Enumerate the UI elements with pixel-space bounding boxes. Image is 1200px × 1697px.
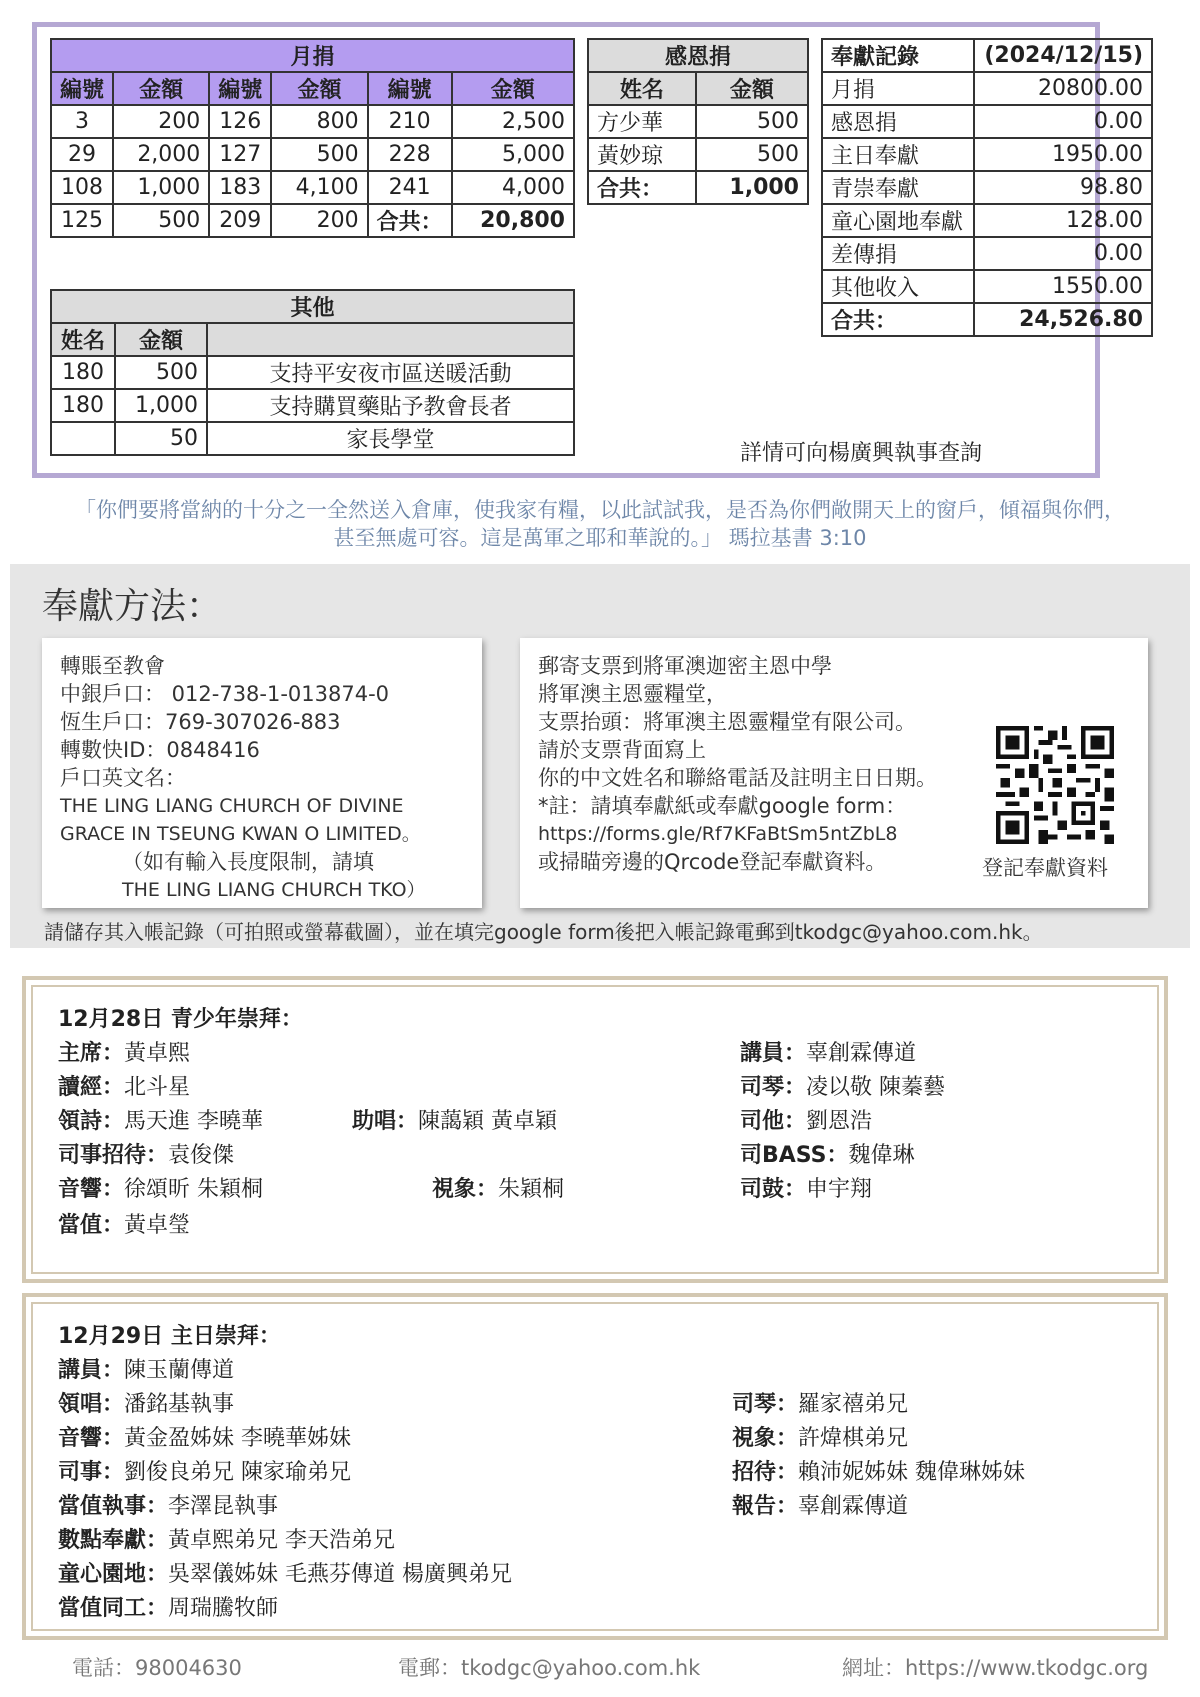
cell: 差傳捐 xyxy=(822,237,974,270)
sunday-usher: 司事：劉俊良弟兄 陳家瑜弟兄 xyxy=(58,1460,352,1485)
cell: 支持購買藥貼予教會長者 xyxy=(207,389,574,422)
cell: 500 xyxy=(271,138,367,171)
cell: 1550.00 xyxy=(974,270,1152,303)
card-line: *註：請填奉獻紙或奉獻google form： xyxy=(538,794,907,818)
table-row xyxy=(822,72,1152,105)
card-line: GRACE IN TSEUNG KWAN O LIMITED。 xyxy=(60,823,421,845)
cell: 500 xyxy=(113,204,209,237)
cell: 128.00 xyxy=(974,204,1152,237)
youth-reading: 讀經：北斗星 xyxy=(58,1075,191,1100)
table-row xyxy=(51,356,574,389)
youth-piano: 司琴：凌以敬 陳蓁藝 xyxy=(740,1075,946,1100)
cell: 0.00 xyxy=(974,105,1152,138)
youth-title: 12月28日 青少年崇拜： xyxy=(58,1007,303,1032)
card-line: （如有輸入長度限制，請填 xyxy=(122,850,374,874)
cell: 方少華 xyxy=(588,105,696,138)
cell: 0.00 xyxy=(974,237,1152,270)
footer-website[interactable]: 網址：https://www.tkodgc.org xyxy=(842,1656,1149,1680)
card-line: 中銀戶口： 012-738-1-013874-0 xyxy=(60,682,390,706)
bank-transfer-card xyxy=(42,638,482,908)
cell: 126 xyxy=(209,105,271,138)
monthly-title: 月捐 xyxy=(51,39,574,72)
col-header: 金額 xyxy=(113,72,209,105)
card-line: 轉賬至教會 xyxy=(60,654,165,678)
qr-code-icon[interactable] xyxy=(996,726,1114,844)
card-line: 或掃瞄旁邊的Qrcode登記奉獻資料。 xyxy=(538,850,887,874)
cell: 50 xyxy=(115,422,207,455)
cell: 1,000 xyxy=(113,171,209,204)
col-header: 編號 xyxy=(209,72,271,105)
col-header xyxy=(207,323,574,356)
table-row xyxy=(822,138,1152,171)
cell xyxy=(51,422,115,455)
table-row xyxy=(822,204,1152,237)
cell: 210 xyxy=(368,105,452,138)
monthly-offering-table xyxy=(50,38,575,238)
cell: 4,000 xyxy=(452,171,574,204)
cell: 200 xyxy=(113,105,209,138)
card-line: THE LING LIANG CHURCH OF DIVINE xyxy=(60,795,404,817)
table-row xyxy=(51,422,574,455)
verse-line: 甚至無處可容。這是萬軍之耶和華說的。」 瑪拉基書 3:10 xyxy=(333,526,867,550)
cell: 月捐 xyxy=(822,72,974,105)
col-header: 金額 xyxy=(115,323,207,356)
cell: 183 xyxy=(209,171,271,204)
table-row xyxy=(51,204,574,237)
footer-email[interactable]: 電郵：tkodgc@yahoo.com.hk xyxy=(398,1656,701,1680)
thanksgiving-table xyxy=(587,38,809,205)
cell: 125 xyxy=(51,204,113,237)
cell: 20800.00 xyxy=(974,72,1152,105)
card-line: 轉數快ID：0848416 xyxy=(60,738,260,762)
sunday-worship-frame xyxy=(22,1293,1168,1640)
sunday-sound: 音響：黃金盈姊妹 李曉華姊妹 xyxy=(58,1426,352,1451)
table-row xyxy=(51,171,574,204)
cell: 主日奉獻 xyxy=(822,138,974,171)
card-line: 支票抬頭：將軍澳主恩靈糧堂有限公司。 xyxy=(538,710,916,734)
record-date: (2024/12/15) xyxy=(974,39,1152,72)
card-line: 將軍澳主恩靈糧堂， xyxy=(538,682,727,706)
cell: 3 xyxy=(51,105,113,138)
sunday-lead: 領唱：潘銘基執事 xyxy=(58,1392,235,1417)
youth-speaker: 講員：辜創霖傳道 xyxy=(740,1041,917,1066)
cell: 29 xyxy=(51,138,113,171)
table-row xyxy=(822,171,1152,204)
youth-bass: 司BASS：魏偉琳 xyxy=(740,1143,915,1168)
youth-duty: 當值：黃卓瑩 xyxy=(58,1213,191,1238)
cell: 500 xyxy=(696,105,808,138)
other-offering-table xyxy=(50,289,575,456)
cell: 其他收入 xyxy=(822,270,974,303)
cell: 2,000 xyxy=(113,138,209,171)
youth-usher: 司事招待：袁俊傑 xyxy=(58,1143,235,1168)
table-row xyxy=(822,270,1152,303)
card-line: THE LING LIANG CHURCH TKO） xyxy=(122,879,426,901)
cell: 童心園地奉獻 xyxy=(822,204,974,237)
table-row xyxy=(51,138,574,171)
card-line: 恆生戶口：769-307026-883 xyxy=(60,710,341,734)
col-header: 金額 xyxy=(696,72,808,105)
sunday-staff: 當值同工：周瑞騰牧師 xyxy=(58,1596,279,1621)
table-row xyxy=(588,138,808,171)
col-header: 姓名 xyxy=(51,323,115,356)
cell: 241 xyxy=(368,171,452,204)
table-row xyxy=(51,105,574,138)
card-line: 請於支票背面寫上 xyxy=(538,738,706,762)
youth-visual: 視象：朱穎桐 xyxy=(432,1177,565,1202)
cheque-card xyxy=(520,638,1148,908)
giving-note: 請儲存其入帳記錄（可拍照或螢幕截圖），並在填完google form後把入帳記錄電郵到tkodgc@yahoo.com.hk。 xyxy=(44,920,1043,944)
total-label: 合共： xyxy=(368,204,452,237)
card-line: 戶口英文名： xyxy=(60,766,186,790)
sunday-report: 報告：辜創霖傳道 xyxy=(732,1494,909,1519)
verse-line: 「你們要將當納的十分之一全然送入倉庫，使我家有糧，以此試試我，是否為你們敞開天上的窗戶，傾福與你們， xyxy=(75,498,1125,522)
cell: 支持平安夜市區送暖活動 xyxy=(207,356,574,389)
sunday-kids: 童心園地：吳翠儀姊妹 毛燕芬傳道 楊廣興弟兄 xyxy=(58,1562,513,1587)
col-header: 金額 xyxy=(452,72,574,105)
sunday-deacon: 當值執事：李澤昆執事 xyxy=(58,1494,279,1519)
table-row xyxy=(822,237,1152,270)
sunday-reception: 招待：賴沛妮姊妹 魏偉琳姊妹 xyxy=(732,1460,1026,1485)
sunday-speaker: 講員：陳玉蘭傳道 xyxy=(58,1358,235,1383)
giving-methods-section xyxy=(10,564,1190,948)
cell: 感恩捐 xyxy=(822,105,974,138)
thanks-title: 感恩捐 xyxy=(588,39,808,72)
cell: 5,000 xyxy=(452,138,574,171)
cell: 1950.00 xyxy=(974,138,1152,171)
cell: 209 xyxy=(209,204,271,237)
table-row xyxy=(51,389,574,422)
youth-worship-leader: 領詩：馬天進 李曉華 xyxy=(58,1109,264,1134)
cell: 98.80 xyxy=(974,171,1152,204)
inquiry-note: 詳情可向楊廣興執事查詢 xyxy=(740,441,983,466)
google-form-link[interactable]: https://forms.gle/Rf7KFaBtSm5ntZbL8 xyxy=(538,823,898,845)
card-line: 郵寄支票到將軍澳迦密主恩中學 xyxy=(538,654,832,678)
youth-backing: 助唱：陳藹穎 黃卓穎 xyxy=(352,1109,558,1134)
cell: 127 xyxy=(209,138,271,171)
card-line: 你的中文姓名和聯絡電話及註明主日日期。 xyxy=(538,766,937,790)
offering-record-table xyxy=(821,38,1153,337)
cell: 4,100 xyxy=(271,171,367,204)
cell: 黃妙琼 xyxy=(588,138,696,171)
col-header: 金額 xyxy=(271,72,367,105)
total-value: 20,800 xyxy=(452,204,574,237)
col-header: 編號 xyxy=(51,72,113,105)
qr-label: 登記奉獻資料 xyxy=(982,856,1108,880)
cell: 500 xyxy=(115,356,207,389)
giving-title: 奉獻方法： xyxy=(42,586,223,627)
total-label: 合共： xyxy=(588,171,696,204)
cell: 180 xyxy=(51,389,115,422)
footer-phone: 電話：98004630 xyxy=(72,1656,242,1680)
cell: 228 xyxy=(368,138,452,171)
youth-sound: 音響：徐頌昕 朱穎桐 xyxy=(58,1177,264,1202)
youth-worship-frame xyxy=(22,976,1168,1283)
sunday-visual: 視象：許煒棋弟兄 xyxy=(732,1426,909,1451)
table-row xyxy=(588,105,808,138)
cell: 200 xyxy=(271,204,367,237)
cell: 青崇奉獻 xyxy=(822,171,974,204)
cell: 500 xyxy=(696,138,808,171)
table-row xyxy=(822,303,1152,336)
sunday-piano: 司琴：羅家禧弟兄 xyxy=(732,1392,909,1417)
bible-verse xyxy=(0,496,1200,552)
table-row xyxy=(588,171,808,204)
cell: 108 xyxy=(51,171,113,204)
youth-guitar: 司他：劉恩浩 xyxy=(740,1109,873,1134)
total-label: 合共： xyxy=(822,303,974,336)
other-title: 其他 xyxy=(51,290,574,323)
cell: 800 xyxy=(271,105,367,138)
sunday-title: 12月29日 主日崇拜： xyxy=(58,1324,281,1349)
record-title: 奉獻記錄 xyxy=(822,39,974,72)
cell: 1,000 xyxy=(115,389,207,422)
sunday-count: 數點奉獻：黃卓熙弟兄 李天浩弟兄 xyxy=(58,1528,396,1553)
table-row xyxy=(822,105,1152,138)
total-value: 24,526.80 xyxy=(974,303,1152,336)
col-header: 姓名 xyxy=(588,72,696,105)
youth-chair: 主席：黃卓熙 xyxy=(58,1041,191,1066)
cell: 家長學堂 xyxy=(207,422,574,455)
cell: 2,500 xyxy=(452,105,574,138)
total-value: 1,000 xyxy=(696,171,808,204)
cell: 180 xyxy=(51,356,115,389)
col-header: 編號 xyxy=(368,72,452,105)
youth-drum: 司鼓：申宇翔 xyxy=(740,1177,873,1202)
